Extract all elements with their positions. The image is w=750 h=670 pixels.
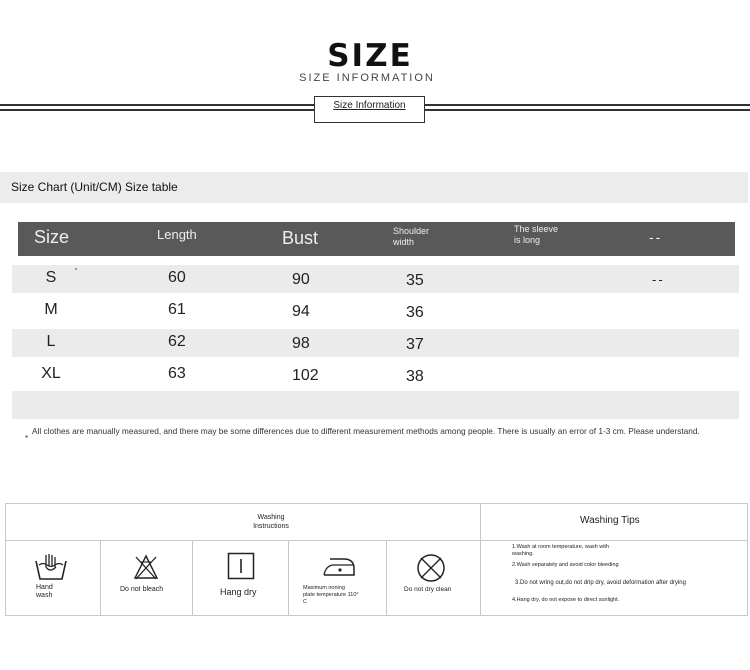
cell-divider: [192, 541, 193, 615]
panel-divider: [480, 540, 748, 541]
cell-size: XL: [41, 365, 61, 382]
table-row: [12, 265, 739, 293]
column-header-extra: --: [649, 229, 663, 245]
cell-divider: [386, 541, 387, 615]
iron-icon: [320, 555, 356, 577]
table-row: [12, 297, 739, 325]
cell-bust: 94: [292, 303, 310, 320]
washing-tips-title: Washing Tips: [580, 515, 640, 526]
column-header-length: Length: [157, 227, 197, 242]
cell-divider: [100, 541, 101, 615]
cell-length: 61: [168, 301, 186, 318]
cell-shoulder: 35: [406, 272, 424, 289]
do-not-bleach-icon: [133, 554, 159, 580]
cell-size: L: [46, 333, 56, 350]
column-header-shoulder-line2: width: [393, 237, 415, 247]
washing-instructions-title-line1: Washing: [257, 514, 285, 521]
page-subtitle: SIZE INFORMATION: [299, 72, 435, 84]
note-marker: *: [25, 434, 29, 443]
cell-bust: 98: [292, 335, 310, 352]
hand-wash-icon: [34, 553, 68, 581]
stray-mark: [75, 268, 77, 270]
section-tag: Size Information: [314, 96, 425, 123]
cell-bust: 90: [292, 271, 310, 288]
washing-panel: [5, 503, 748, 616]
hand-wash-label: [36, 584, 53, 600]
iron-label-line2: plate temperature 110°: [303, 592, 359, 598]
hand-wash-label-line2: wash: [36, 592, 53, 599]
washing-instructions-title-line2: Instructions: [253, 523, 289, 530]
table-row: [12, 329, 739, 357]
column-header-shoulder-line1: Shoulder: [393, 226, 430, 236]
table-row: [12, 361, 739, 389]
table-row-empty: [12, 391, 739, 419]
cell-sleeve: --: [652, 272, 665, 287]
column-header-sleeve: [514, 224, 584, 246]
panel-divider: [6, 540, 480, 541]
cell-length: 60: [168, 269, 186, 286]
column-header-size: Size: [34, 227, 70, 247]
iron-label: [303, 585, 359, 606]
washing-instructions-title: [236, 513, 306, 531]
size-chart-heading: Size Chart (Unit/CM) Size table: [0, 172, 748, 203]
cell-shoulder: 37: [406, 336, 424, 353]
cell-size: S: [45, 269, 57, 286]
panel-divider: [480, 504, 481, 615]
cell-shoulder: 36: [406, 304, 424, 321]
cell-size: M: [44, 301, 58, 318]
iron-label-line3: C: [303, 599, 307, 605]
cell-shoulder: 38: [406, 368, 424, 385]
washing-tip: 2.Wash separately and avoid color bleeding: [512, 562, 619, 568]
do-not-dry-clean-label: Do not dry clean: [404, 586, 452, 593]
washing-tip: 3.Do not wring out,do not drip dry, avoid deformation after drying: [515, 580, 686, 586]
column-header-bust: Bust: [282, 228, 319, 248]
washing-tip-line: washing.: [512, 551, 534, 557]
iron-label-line1: Maximum ironing: [303, 585, 345, 591]
hang-dry-label: Hang dry: [220, 587, 257, 597]
cell-divider: [288, 541, 289, 615]
washing-tip-line: 1.Wash at room temperature, wash with: [512, 544, 610, 550]
table-header: [18, 222, 735, 256]
do-not-bleach-label: Do not bleach: [120, 586, 164, 593]
column-header-shoulder: [393, 226, 453, 248]
cell-length: 62: [168, 333, 186, 350]
hang-dry-icon: [227, 552, 255, 580]
hand-wash-label-line1: Hand: [36, 584, 53, 591]
cell-length: 63: [168, 365, 186, 382]
page-title: SIZE: [327, 38, 413, 74]
note-text: All clothes are manually measured, and there may be some differences due to different measurement methods among people. There is usually an error of 1-3 cm. Please understand.: [32, 426, 700, 436]
column-header-sleeve-line1: The sleeve: [514, 224, 559, 234]
do-not-dry-clean-icon: [416, 553, 446, 583]
cell-bust: 102: [292, 367, 319, 384]
washing-tip: [512, 544, 742, 558]
column-header-sleeve-line2: is long: [514, 235, 541, 245]
washing-tip: 4.Hang dry, do not expose to direct sunlight.: [512, 597, 620, 603]
